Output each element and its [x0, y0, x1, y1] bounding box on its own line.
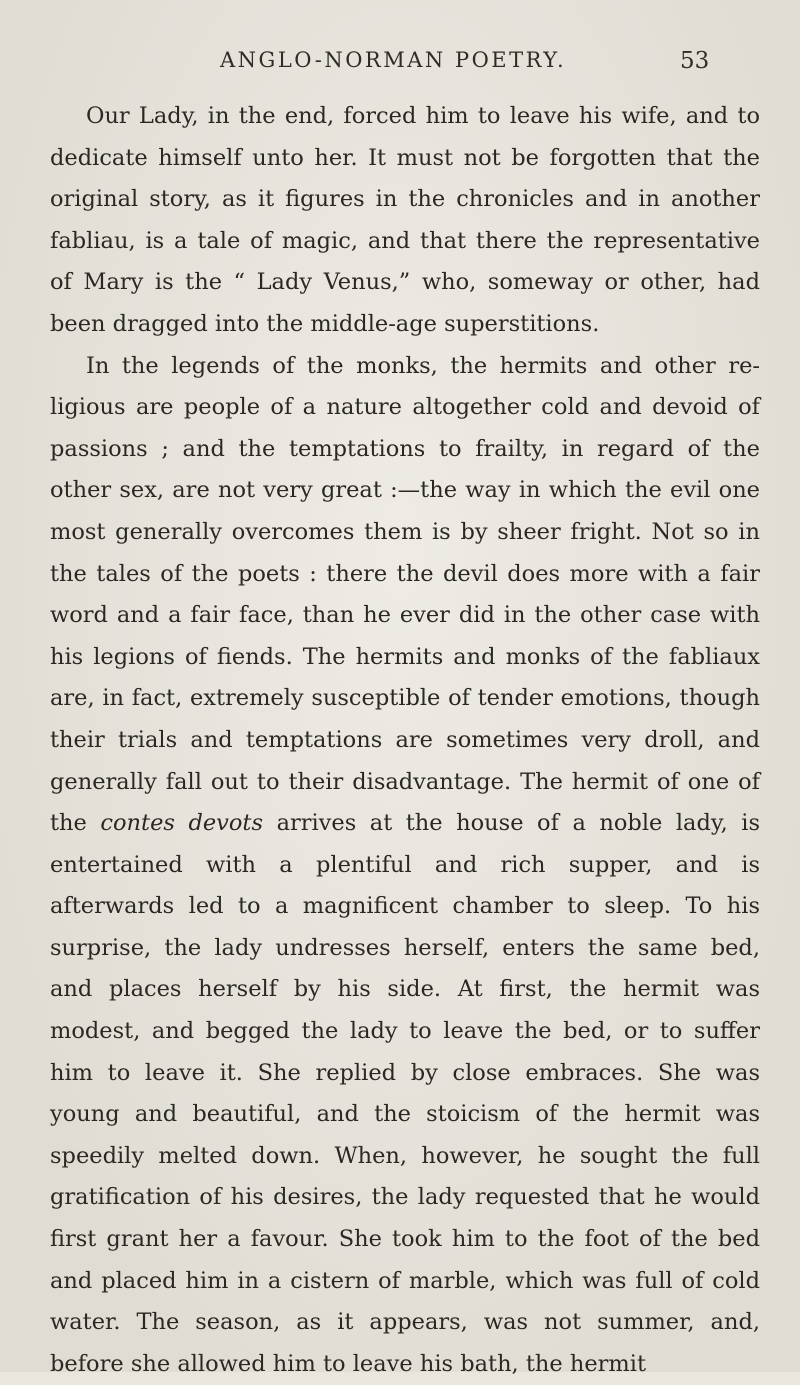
running-title: ANGLO-NORMAN POETRY.	[220, 48, 567, 72]
paragraph-2-tail: arrives at the house of a noble lady, is entertained with a plentiful and rich supper, and is afterwards led to a magnificent chamber to sleep. To his surprise, the lady undresses herself, enters the same bed, and places herself by his side. At first, the hermit was modest, and begged the lady to leave the bed, or to suffer him to leave it. She replied by close embraces. She was young and beautiful, and the stoicism of the hermit was speedily melted down. When, however, he sought the full gratification of his desires, the lady requested that he would first grant her a favour. She took him to the foot of the bed and placed him in a cistern of marble, which was full of cold water. The season, as it appears, was not summer, and, before she allowed him to leave his bath, the hermit	[50, 810, 761, 1377]
paragraph-2-start: In the legends of the monks, the hermits and other religious are people of a nature altogether cold and devoid of passions ; and the temptations to frailty, in regard of the other sex, are not very great :—the way in which the evil one most generally overcomes them is by sheer fright. Not so in the tales of the poets : there the devil does more with a fair word and a fair face, than he ever did in the other case with his legions of fiends. The hermits and monks of the fabliaux are, in fact, extremely susceptible of tender emotions, though their trials and temptations are sometimes very droll, and generally fall out to their disadvantage. The hermit of one of the	[50, 352, 760, 837]
paragraph-1: Our Lady, in the end, forced him to leave his wife, and to dedicate himself unto her. It must not be forgotten that the original story, as it figures in the chronicles and in another fabliau, is a tale of magic, and that there the representative of Mary is the “ Lady Venus,” who, someway or other, had been dragged into the middle-age superstitions.	[50, 103, 760, 337]
italic-phrase: contes devots	[100, 810, 264, 837]
page-number: 53	[680, 48, 710, 74]
running-head	[0, 48, 800, 88]
body-text	[50, 96, 760, 1385]
paragraph-2	[50, 346, 760, 1385]
